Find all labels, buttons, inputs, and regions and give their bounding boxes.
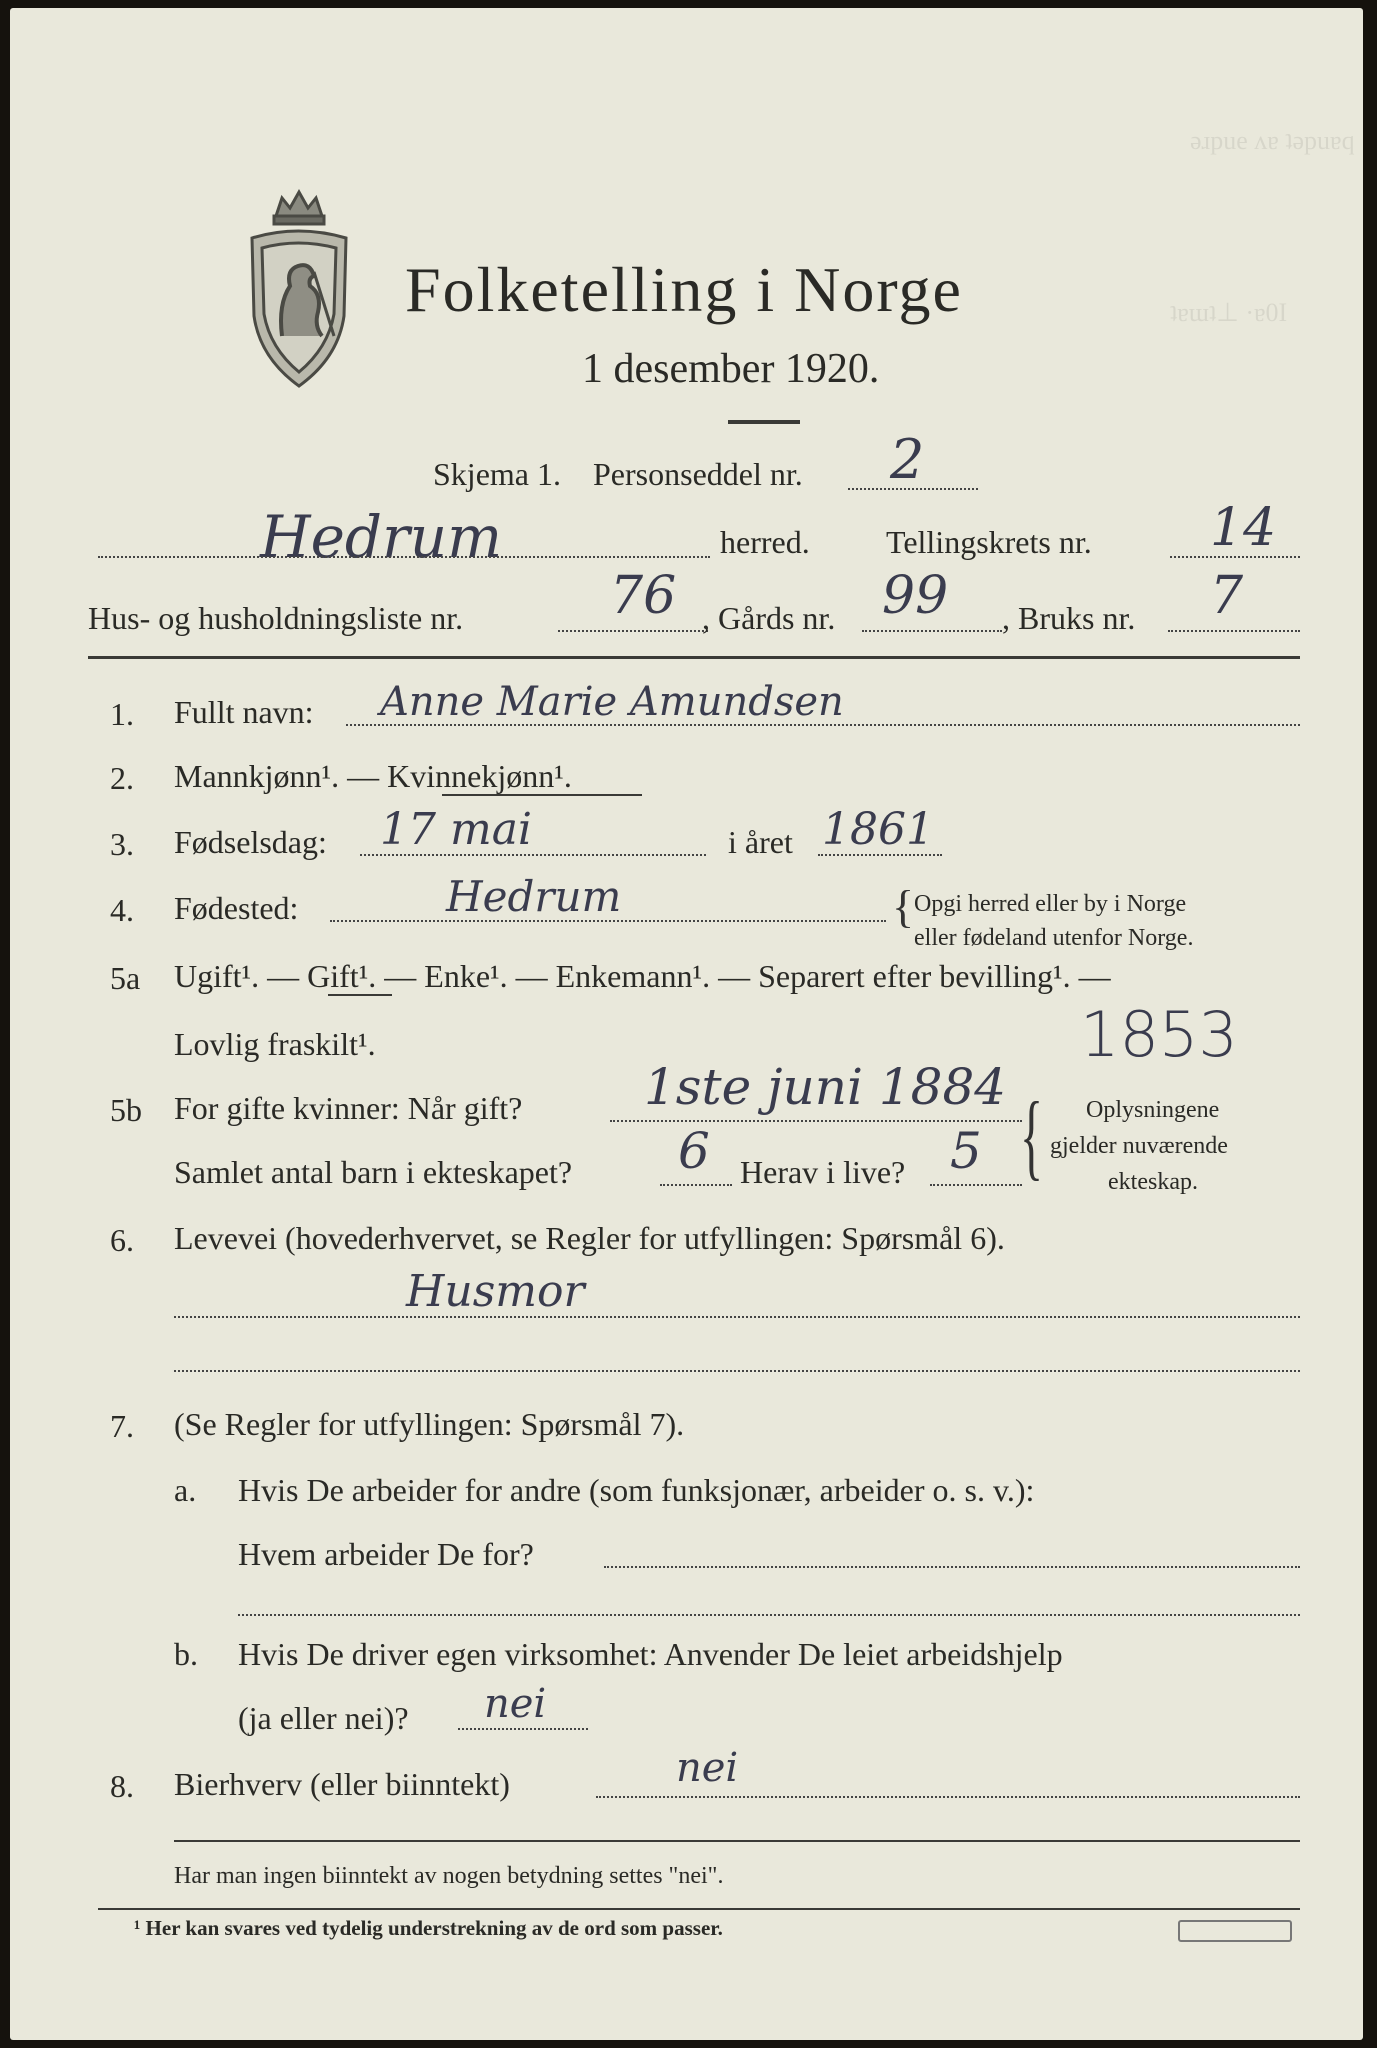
herred-value: Hedrum [260,503,503,571]
antal-barn-value: 6 [678,1122,710,1180]
personseddel-label: Personseddel nr. [593,456,803,492]
question-number: 5b [110,1092,142,1128]
arbeidshjelp-value: nei [484,1681,547,1727]
question-number: 8. [110,1768,134,1804]
nar-gift-value: 1ste juni 1884 [644,1058,1007,1116]
gards-field-line [862,630,1002,632]
ekteskap-note-line1: Oplysningene [1086,1097,1220,1123]
tellingskrets-value: 14 [1210,498,1277,558]
sivilstand-options: Ugift¹. — Gift¹. — Enke¹. — Enkemann¹. — Separert efter bevilling¹. — [174,958,1111,994]
footnote-divider [98,1908,1300,1910]
herav-i-live-field-line [930,1184,1022,1186]
question-number: 7. [110,1408,134,1444]
sporsmal7b-letter: b. [174,1636,198,1672]
sporsmal7a-letter: a. [174,1472,197,1508]
gift-underline [328,994,392,996]
kjonn-options: Mannkjønn¹. — Kvinnekjønn¹. [174,758,572,794]
question-number: 6. [110,1222,134,1258]
bruks-label: , Bruks nr. [1002,600,1136,636]
question-number: 5a [110,960,141,996]
fodested-value: Hedrum [446,872,622,921]
question-number: 2. [110,760,134,796]
levevei-field-line [174,1316,1300,1318]
bruks-field-line [1168,630,1300,632]
i-aret-label: i året [728,824,793,860]
tellingskrets-label: Tellingskrets nr. [886,524,1092,560]
sporsmal7-intro: (Se Regler for utfyllingen: Spørsmål 7). [174,1406,685,1442]
levevei-label: Levevei (hovederhvervet, se Regler for utfyllingen: Spørsmål 6). [174,1220,1005,1256]
fodselsdag-value: 17 mai [380,804,533,855]
margin-year-annotation: 1853 [1080,998,1238,1071]
herav-i-live-label: Herav i live? [740,1154,906,1190]
fodselsaar-value: 1861 [822,804,934,855]
sporsmal7b-question: Hvis De driver egen virksomhet: Anvender De leiet arbeidshjelp [238,1636,1063,1672]
hvem-arbeider-field-line [604,1566,1300,1568]
footnote: ¹ Her kan svares ved tydelig understrekning av de ord som passer. [134,1916,723,1940]
census-form [10,8,1363,2040]
levevei-value: Husmor [406,1266,585,1317]
section-divider [174,1840,1300,1842]
question-number: 4. [110,892,134,928]
header-divider [88,656,1300,659]
ekteskap-note-line2: gjelder nuværende [1050,1133,1228,1159]
antal-barn-field-line [660,1184,732,1186]
husholdningsliste-field-line [558,630,708,632]
fullt-navn-label: Fullt navn: [174,694,314,730]
gards-label: , Gårds nr. [702,600,836,636]
herred-field-line [98,556,710,558]
fodested-note-line2: eller fødeland utenfor Norge. [914,925,1194,951]
note-brace: { [1020,1082,1044,1189]
fodselsdag-field-line [360,854,706,856]
herav-i-live-value: 5 [950,1122,982,1180]
nar-gift-label: For gifte kvinner: Når gift? [174,1090,523,1126]
lovlig-fraskilt-option: Lovlig fraskilt¹. [174,1026,376,1062]
question-number: 3. [110,826,134,862]
husholdningsliste-value: 76 [610,566,677,626]
note-brace: { [892,881,915,932]
sporsmal7a-question: Hvis De arbeider for andre (som funksjonær, arbeider o. s. v.): [238,1472,1035,1508]
biinntekt-note: Har man ingen biinntekt av nogen betydning settes "nei". [174,1863,724,1889]
fodested-field-line [330,920,886,922]
fodselsdag-label: Fødselsdag: [174,824,327,860]
herred-label: herred. [720,524,810,560]
divider [728,420,800,424]
bierhverv-field-line [596,1796,1300,1798]
norway-coat-of-arms-icon [238,186,360,392]
bleed-through: ǝɹpue ʌɐ ʇǝpuɐq [1190,126,1355,155]
hvem-arbeider-field-line-2 [238,1614,1300,1616]
personseddel-value: 2 [890,428,925,491]
fodested-label: Fødested: [174,890,299,926]
bierhverv-label: Bierhverv (eller biinntekt) [174,1766,510,1802]
question-number: 1. [110,696,134,732]
ekteskap-note-line3: ekteskap. [1108,1169,1198,1195]
bruks-value: 7 [1210,566,1244,626]
form-title: Folketelling i Norge [405,254,963,325]
fodselsaar-field-line [818,854,942,856]
arbeidshjelp-field-line [458,1728,588,1730]
gards-value: 99 [882,566,949,626]
fodested-note-line1: Opgi herred eller by i Norge [914,891,1187,917]
ja-eller-nei-label: (ja eller nei)? [238,1700,409,1736]
kvinnekjonn-underline [442,794,642,796]
levevei-field-line-2 [174,1370,1300,1372]
husholdningsliste-label: Hus- og husholdningsliste nr. [88,600,464,636]
skjema-label: Skjema 1. [433,456,561,492]
bleed-through: ʇɐɯʇ⊥ ·ɐ0I [1170,298,1288,327]
fullt-navn-field-line [346,724,1300,726]
census-date: 1 desember 1920. [582,346,880,392]
printer-stamp [1178,1920,1292,1942]
antal-barn-label: Samlet antal barn i ekteskapet? [174,1154,573,1190]
hvem-arbeider-label: Hvem arbeider De for? [238,1536,534,1572]
bierhverv-value: nei [676,1745,739,1791]
fullt-navn-value: Anne Marie Amundsen [380,679,844,725]
